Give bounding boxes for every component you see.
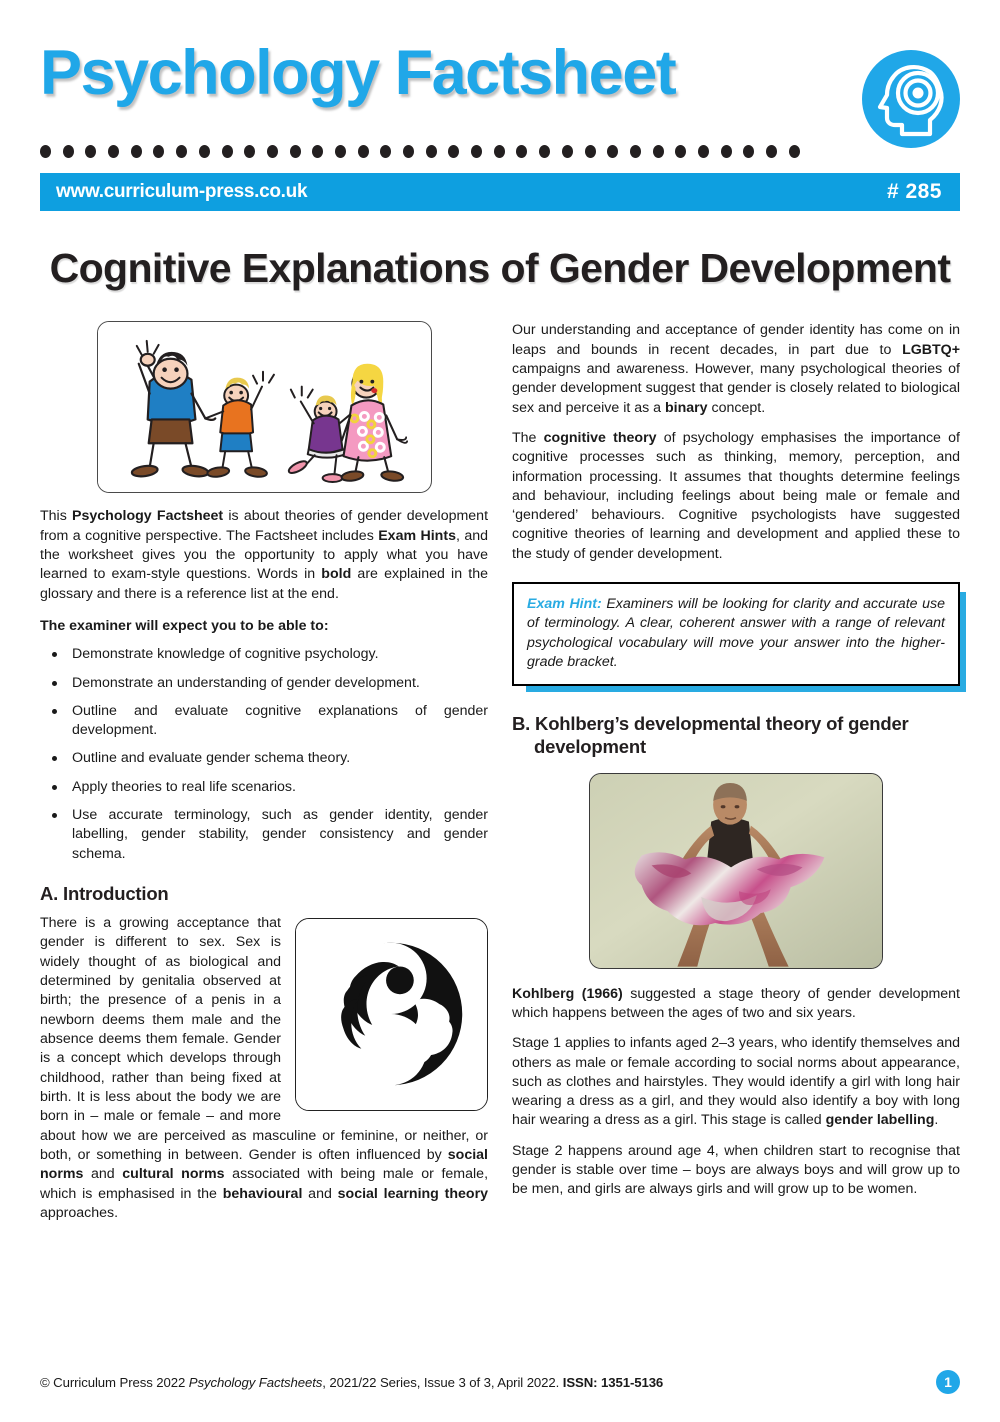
- divider-dot: [448, 145, 459, 158]
- page-footer: [40, 1370, 960, 1394]
- divider-dot: [539, 145, 550, 158]
- issue-number: # 285: [886, 180, 942, 203]
- stage-1-paragraph: Stage 1 applies to infants aged 2–3 years, who identify themselves and others as male or female according to social norms about appearance, such as clothes and hairstyles. They would identify a girl with long hair wearing a dress as a girl, and they would also identify a boy with long hair wearing a dress as a girl. This stage is called gender labelling.: [512, 1035, 960, 1129]
- divider-dot: [653, 145, 664, 158]
- list-item: Use accurate terminology, such as gender identity, gender labelling, gender stability, gender consistency and gender schema.: [40, 806, 488, 864]
- divider-dot: [743, 145, 754, 158]
- right-column: [512, 321, 960, 1223]
- right-paragraph-2: The cognitive theory of psychology emphasises the importance of cognitive processes such as thinking, memory, perception, and information processing. It assumes that thoughts determine feelings and behaviour, including feelings about being male or female and ‘gendered’ behaviours. Cognitive psychologists have suggested cognitive theories of learning and development and applied these to the study of gender development.: [512, 429, 960, 562]
- dancer-in-skirt-photograph: [589, 773, 883, 969]
- learning-aims-list: [40, 645, 488, 864]
- divider-dot: [494, 145, 505, 158]
- section-a-body: [40, 914, 488, 1223]
- left-column: [40, 321, 488, 1223]
- page-title: Cognitive Explanations of Gender Development: [49, 245, 951, 291]
- divider-dot: [63, 145, 74, 158]
- divider-dot: [244, 145, 255, 158]
- section-a-heading: A. Introduction: [40, 883, 169, 905]
- list-item: Apply theories to real life scenarios.: [40, 778, 488, 797]
- divider-dot: [131, 145, 142, 158]
- head-profile-target-icon: [862, 50, 960, 148]
- divider-dot: [312, 145, 323, 158]
- divider-dot: [585, 145, 596, 158]
- brand-title: Psychology Factsheet: [40, 38, 676, 108]
- url-issue-bar: [40, 173, 960, 211]
- divider-dot: [721, 145, 732, 158]
- masthead: [40, 0, 960, 135]
- intro-paragraph: This Psychology Factsheet is about theories of gender development from a cognitive perspective. The Factsheet includes Exam Hints, and the worksheet gives you the opportunity to apply what you have learned to exam-style questions. Words in bold are explained in the glossary and there is a reference list at the end.: [40, 508, 489, 602]
- divider-dot: [380, 145, 391, 158]
- section-b-heading: B. Kohlberg’s developmental theory of gender development: [512, 713, 909, 758]
- divider-dot: [516, 145, 527, 158]
- dotted-divider: [40, 141, 800, 161]
- divider-dot: [290, 145, 301, 158]
- list-item: Outline and evaluate cognitive explanations of gender development.: [40, 702, 488, 741]
- divider-dot: [85, 145, 96, 158]
- website-url[interactable]: www.curriculum-press.co.uk: [56, 181, 308, 202]
- cartoon-family-illustration: [97, 321, 432, 493]
- aims-lead-in: The examiner will expect you to be able to:: [40, 617, 329, 634]
- divider-dot: [426, 145, 437, 158]
- divider-dot: [630, 145, 641, 158]
- divider-dot: [675, 145, 686, 158]
- right-paragraph-1: Our understanding and acceptance of gender identity has come on in leaps and bounds in recent decades, in part due to LGBTQ+ campaigns and awareness. However, many psychological theories of gender development suggest that gender is closely related to biological sex and perceive it as a binary concept.: [512, 322, 960, 416]
- divider-dot: [607, 145, 618, 158]
- exam-hint-box: [512, 582, 960, 686]
- divider-dot: [267, 145, 278, 158]
- divider-dot: [199, 145, 210, 158]
- divider-dot: [403, 145, 414, 158]
- stage-2-paragraph: Stage 2 happens around age 4, when children start to recognise that gender is stable over time – boys are always boys and will grow up to be men, and girls are always girls and will grow up to be women.: [512, 1142, 960, 1198]
- exam-hint-text: Exam Hint: Examiners will be looking for clarity and accurate use of terminology. A clear, coherent answer with a range of relevant psychological vocabulary will move your answer into the higher-grade bracket.: [527, 596, 945, 671]
- divider-dot: [766, 145, 777, 158]
- list-item: Outline and evaluate gender schema theory.: [40, 749, 488, 768]
- page-number-badge: 1: [936, 1370, 960, 1394]
- divider-dot: [153, 145, 164, 158]
- divider-dot: [176, 145, 187, 158]
- divider-dot: [562, 145, 573, 158]
- exam-hint-content: [512, 582, 960, 686]
- divider-dot: [698, 145, 709, 158]
- divider-dot: [40, 145, 51, 158]
- list-item: Demonstrate knowledge of cognitive psychology.: [40, 645, 488, 664]
- yin-yang-gender-symbol: [295, 918, 488, 1111]
- copyright-credit: © Curriculum Press 2022 Psychology Factsheets, 2021/22 Series, Issue 3 of 3, April 2022. ISSN: 1351-5136: [40, 1374, 664, 1390]
- exam-hint-label: Exam Hint:: [527, 596, 602, 613]
- divider-dot: [789, 145, 800, 158]
- two-column-body: [40, 321, 960, 1223]
- kohlberg-paragraph: Kohlberg (1966) suggested a stage theory of gender development which happens between the ages of two and six years.: [512, 985, 961, 1021]
- divider-dot: [358, 145, 369, 158]
- section-a-paragraph: There is a growing acceptance that gender is different to sex. Sex is widely thought of as biological and determined by genitalia observed at birth; the presence of a penis in a newborn deems them male and the absence deems them female. Gender is a concept which develops through childhood, rather than being fixed at birth. It is less about the body we are born in – male or female – and more about how we are perceived as masculine or feminine, or neither, or both, or something in between. Gender is often influenced by social norms and cultural norms associated with being male or female, which is emphasised in the behavioural and social learning theory approaches.: [40, 915, 489, 1221]
- divider-dot: [222, 145, 233, 158]
- divider-dot: [108, 145, 119, 158]
- list-item: Demonstrate an understanding of gender development.: [40, 674, 488, 693]
- divider-dot: [471, 145, 482, 158]
- divider-dot: [335, 145, 346, 158]
